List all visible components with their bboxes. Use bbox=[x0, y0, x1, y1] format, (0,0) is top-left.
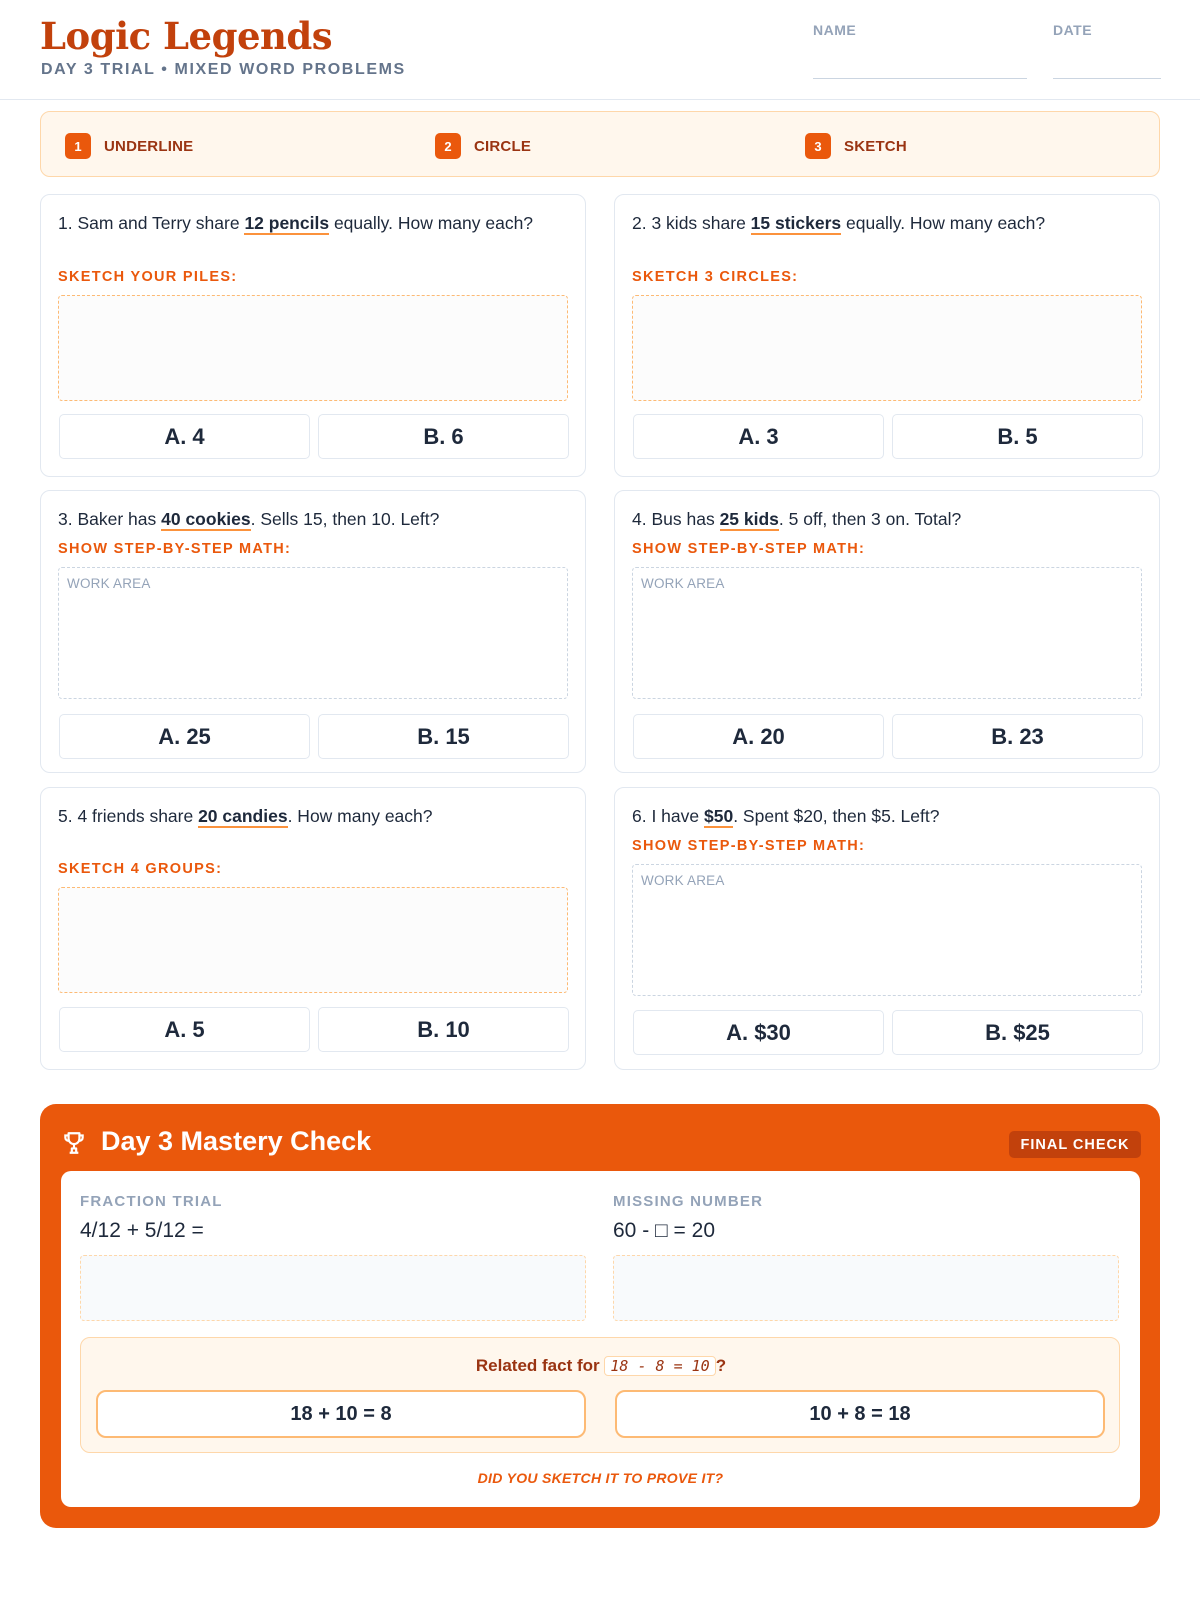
related-option-b-button[interactable]: 10 + 8 = 18 bbox=[615, 1390, 1105, 1438]
problem-question bbox=[632, 211, 1132, 235]
question-key-quantity: 12 pencils bbox=[244, 213, 330, 233]
final-check-badge: FINAL CHECK bbox=[1009, 1131, 1141, 1158]
fraction-trial-label: FRACTION TRIAL bbox=[80, 1193, 223, 1210]
problem-instruction: SHOW STEP-BY-STEP MATH: bbox=[58, 541, 292, 557]
step-number: 3 bbox=[805, 133, 831, 159]
work-area-label: WORK AREA bbox=[641, 576, 725, 591]
work-area[interactable] bbox=[632, 567, 1142, 699]
problem-instruction: SKETCH YOUR PILES: bbox=[58, 269, 238, 285]
option-b-button[interactable]: B. $25 bbox=[892, 1010, 1143, 1055]
problem-question bbox=[58, 507, 558, 531]
option-a-button[interactable]: A. 20 bbox=[633, 714, 884, 759]
fraction-trial-expression: 4/12 + 5/12 = bbox=[80, 1219, 204, 1242]
question-text: equally. How many each? bbox=[329, 213, 534, 233]
worksheet-subtitle: DAY 3 TRIAL • MIXED WORD PROBLEMS bbox=[41, 61, 406, 78]
option-b-button[interactable]: B. 5 bbox=[892, 414, 1143, 459]
problem-question bbox=[58, 211, 558, 235]
related-fact-panel bbox=[80, 1337, 1120, 1453]
step-label: SKETCH bbox=[844, 137, 907, 155]
question-key-quantity: $50 bbox=[704, 806, 734, 826]
problem-card-2 bbox=[614, 194, 1160, 477]
option-a-button[interactable]: A. 5 bbox=[59, 1007, 310, 1052]
option-a-button[interactable]: A. $30 bbox=[633, 1010, 884, 1055]
problem-question bbox=[632, 507, 1132, 531]
problem-card-5 bbox=[40, 787, 586, 1070]
question-text: . Spent $20, then $5. Left? bbox=[733, 806, 940, 826]
sketch-area[interactable] bbox=[58, 295, 568, 401]
question-text: . How many each? bbox=[287, 806, 433, 826]
problem-card-3 bbox=[40, 490, 586, 773]
strategy-banner bbox=[40, 111, 1160, 177]
work-area[interactable] bbox=[58, 567, 568, 699]
problem-instruction: SKETCH 3 CIRCLES: bbox=[632, 269, 799, 285]
question-key-quantity: 15 stickers bbox=[750, 213, 842, 233]
question-text: 3. Baker has bbox=[58, 509, 162, 529]
work-area-label: WORK AREA bbox=[67, 576, 151, 591]
problem-instruction: SHOW STEP-BY-STEP MATH: bbox=[632, 838, 866, 854]
strategy-step-circle bbox=[435, 133, 531, 159]
option-a-button[interactable]: A. 25 bbox=[59, 714, 310, 759]
question-text: . 5 off, then 3 on. Total? bbox=[778, 509, 962, 529]
problem-question bbox=[632, 804, 1132, 828]
option-b-button[interactable]: B. 23 bbox=[892, 714, 1143, 759]
question-text: 1. Sam and Terry share bbox=[58, 213, 245, 233]
step-number: 2 bbox=[435, 133, 461, 159]
question-key-quantity: 25 kids bbox=[719, 509, 779, 529]
name-label: NAME bbox=[813, 22, 857, 38]
strategy-step-underline bbox=[65, 133, 193, 159]
step-label: UNDERLINE bbox=[104, 137, 194, 155]
question-text: equally. How many each? bbox=[841, 213, 1046, 233]
mastery-title: Day 3 Mastery Check bbox=[101, 1126, 372, 1156]
option-b-button[interactable]: B. 10 bbox=[318, 1007, 569, 1052]
question-text: 5. 4 friends share bbox=[58, 806, 199, 826]
missing-number-answer-box[interactable] bbox=[613, 1255, 1119, 1321]
option-b-button[interactable]: B. 6 bbox=[318, 414, 569, 459]
related-fact-question bbox=[81, 1356, 1121, 1376]
work-area[interactable] bbox=[632, 864, 1142, 996]
name-field[interactable] bbox=[813, 78, 1027, 79]
related-fact-prefix: Related fact for bbox=[475, 1356, 605, 1375]
problem-card-4 bbox=[614, 490, 1160, 773]
trophy-icon bbox=[61, 1130, 87, 1156]
option-a-button[interactable]: A. 3 bbox=[633, 414, 884, 459]
problem-card-1 bbox=[40, 194, 586, 477]
problem-card-6 bbox=[614, 787, 1160, 1070]
work-area-label: WORK AREA bbox=[641, 873, 725, 888]
problem-instruction: SKETCH 4 GROUPS: bbox=[58, 861, 223, 877]
sketch-area[interactable] bbox=[632, 295, 1142, 401]
step-number: 1 bbox=[65, 133, 91, 159]
related-fact-code: 18 - 8 = 10 bbox=[604, 1356, 715, 1376]
question-text: 2. 3 kids share bbox=[632, 213, 751, 233]
question-key-quantity: 40 cookies bbox=[161, 509, 251, 529]
problem-instruction: SHOW STEP-BY-STEP MATH: bbox=[632, 541, 866, 557]
question-key-quantity: 20 candies bbox=[198, 806, 288, 826]
worksheet-header bbox=[0, 0, 1200, 100]
strategy-step-sketch bbox=[805, 133, 907, 159]
related-option-a-button[interactable]: 18 + 10 = 8 bbox=[96, 1390, 586, 1438]
option-a-button[interactable]: A. 4 bbox=[59, 414, 310, 459]
question-text: 4. Bus has bbox=[632, 509, 720, 529]
worksheet-title: Logic Legends bbox=[40, 14, 333, 58]
missing-number-expression: 60 - □ = 20 bbox=[613, 1219, 715, 1242]
question-text: . Sells 15, then 10. Left? bbox=[250, 509, 440, 529]
option-b-button[interactable]: B. 15 bbox=[318, 714, 569, 759]
date-label: DATE bbox=[1053, 22, 1093, 38]
question-text: 6. I have bbox=[632, 806, 704, 826]
prove-it-prompt: DID YOU SKETCH IT TO PROVE IT? bbox=[477, 1470, 724, 1486]
step-label: CIRCLE bbox=[474, 137, 532, 155]
related-fact-suffix: ? bbox=[715, 1356, 727, 1375]
date-field[interactable] bbox=[1053, 78, 1161, 79]
problem-question bbox=[58, 804, 558, 828]
missing-number-label: MISSING NUMBER bbox=[613, 1193, 764, 1210]
sketch-area[interactable] bbox=[58, 887, 568, 993]
fraction-answer-box[interactable] bbox=[80, 1255, 586, 1321]
mastery-panel bbox=[61, 1171, 1140, 1507]
